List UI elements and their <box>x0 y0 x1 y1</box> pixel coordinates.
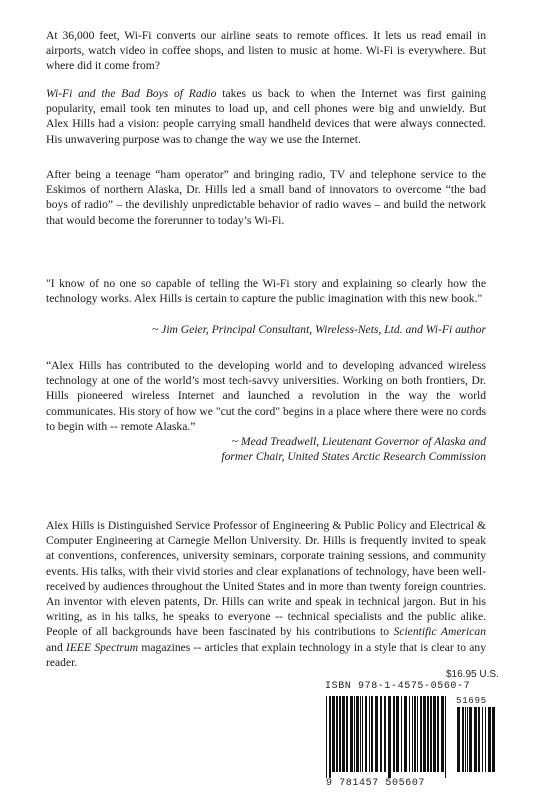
barcode-bar <box>336 696 338 772</box>
barcode-bar <box>356 696 359 772</box>
barcode-bar <box>437 696 439 772</box>
barcode-bar <box>433 696 436 772</box>
barcode-bar <box>409 696 410 772</box>
barcode-bar <box>467 707 468 772</box>
barcode-bar <box>485 707 486 772</box>
intro-paragraph-2 <box>46 86 486 147</box>
barcode-bar <box>462 707 464 772</box>
barcode-bar <box>445 696 446 778</box>
barcode-bar <box>369 696 370 772</box>
barcode-bar <box>404 696 407 772</box>
barcode-bar <box>492 707 495 772</box>
intro-paragraph-3: After being a teenage “ham operator” and bringing radio, TV and telephone service to the Eskimos of northern Alaska, Dr. Hills led a small band of innovators to overcome “the bad boys of radio” – the devilishly unpredictable behavior of radio waves – and build the network that would become the forerunner to today’s Wi-Fi. <box>46 168 486 227</box>
barcode-bar <box>430 696 432 772</box>
author-bio-and: and <box>46 640 66 654</box>
barcode-bar <box>384 696 386 772</box>
barcode-bar <box>346 696 348 772</box>
barcode-bar <box>360 696 361 772</box>
barcode-bar <box>362 696 363 772</box>
barcode-bar <box>488 707 491 772</box>
barcode-bar <box>465 707 466 772</box>
barcode-bar <box>417 696 418 772</box>
barcode-digits: 9 781457 505607 <box>326 778 426 789</box>
barcode-bar <box>478 707 480 772</box>
barcode-bar <box>457 707 460 772</box>
quote-1-text: "I know of no one so capable of telling the Wi-Fi story and explaining so clearly how the technology works. Alex Hills is certain to capture the public imagination with this new book." <box>46 277 486 306</box>
barcode-bar <box>388 696 391 778</box>
isbn-label: ISBN 978-1-4575-0560-7 <box>325 681 471 692</box>
book-title: Wi-Fi and the Bad Boys of Radio <box>46 87 217 100</box>
quote-2-attribution-line-2: former Chair, United States Arctic Research Commission <box>221 450 486 463</box>
barcode-bar <box>326 696 327 778</box>
barcode-bar <box>375 696 378 772</box>
barcode-bar <box>371 696 373 772</box>
barcode-bar <box>420 696 422 772</box>
quote-1-attribution: ~ Jim Geier, Principal Consultant, Wireless-Nets, Ltd. and Wi-Fi author <box>152 323 486 336</box>
barcode-bar <box>414 696 416 772</box>
barcode-bar <box>427 696 429 772</box>
barcode-bar <box>380 696 382 772</box>
barcode-bar <box>329 696 331 778</box>
barcode-bar <box>401 696 402 772</box>
barcode-bar <box>332 696 335 772</box>
price-label: $16.95 U.S. <box>446 669 499 680</box>
barcode-bar <box>354 696 355 772</box>
barcode-bar <box>393 696 395 772</box>
barcode-bar <box>342 696 345 772</box>
author-bio-ending: magazines -- articles that explain technology in a style that is clear to any reader. <box>46 640 487 669</box>
intro-paragraph-1: At 36,000 feet, Wi-Fi converts our airline seats to remote offices. It lets us read email in airports, watch video in coffee shops, and listen to music at home. Wi-Fi is everywhere. But where did it come from? <box>46 29 486 73</box>
barcode-bar <box>469 707 472 772</box>
quote-2-attribution-line-1: ~ Mead Treadwell, Lieutenant Governor of Alaska and <box>231 435 486 448</box>
barcode-bar <box>396 696 399 772</box>
intro-paragraph-2-text: takes us back to when the Internet was first gaining popularity, email took ten minutes to load up, and cell phones were big and unwieldy. But Alex Hills had a vision: people carrying small handheld devices that were always connected. His unwavering purpose was to change the way we use the Internet. <box>46 87 486 146</box>
barcode-bar <box>365 696 367 772</box>
barcode-bar <box>350 696 353 772</box>
quote-2-text: “Alex Hills has contributed to the developing world and to developing advanced wireless technology at one of the world’s most tech-savvy universities. Working on both frontiers, Dr. Hills pioneered wireless Internet and launched a revolution in the way the world communicates. His story of how we "cut the cord" begins in a place where there were no cords to begin with -- remote Alaska.” <box>46 359 486 433</box>
isbn-barcode <box>325 696 449 778</box>
magazine-scientific-american: Scientific American <box>393 625 487 639</box>
barcode-bar <box>441 696 444 772</box>
price-addon-barcode <box>456 707 496 778</box>
barcode-bar <box>474 707 477 772</box>
author-bio-text: Alex Hills is Distinguished Service Professor of Engineering & Public Policy and Electrical & Computer Engineering at Carnegie Mellon University. Dr. Hills is frequently invited to speak at conventions, conferences, university seminars, corporate training sessions, and community events. His talks, with their vivid stories and clear explanations of technology, have been well-received by audiences throughout the United States and in more than twenty foreign countries. An inventor with eleven patents, Dr. Hills can write and speak in technical jargon. But in his writing, as in his talks, he speaks to everyone -- technical specialists and the public alike. People of all backgrounds have been fascinated by his contributions to <box>46 519 486 639</box>
barcode-bar <box>423 696 426 772</box>
author-bio <box>46 518 486 670</box>
magazine-ieee-spectrum: IEEE Spectrum <box>65 640 139 654</box>
barcode-bar <box>339 696 341 772</box>
barcode-addon-digits: 51695 <box>456 696 488 706</box>
barcode-bar <box>482 707 483 772</box>
barcode-bar <box>412 696 413 772</box>
